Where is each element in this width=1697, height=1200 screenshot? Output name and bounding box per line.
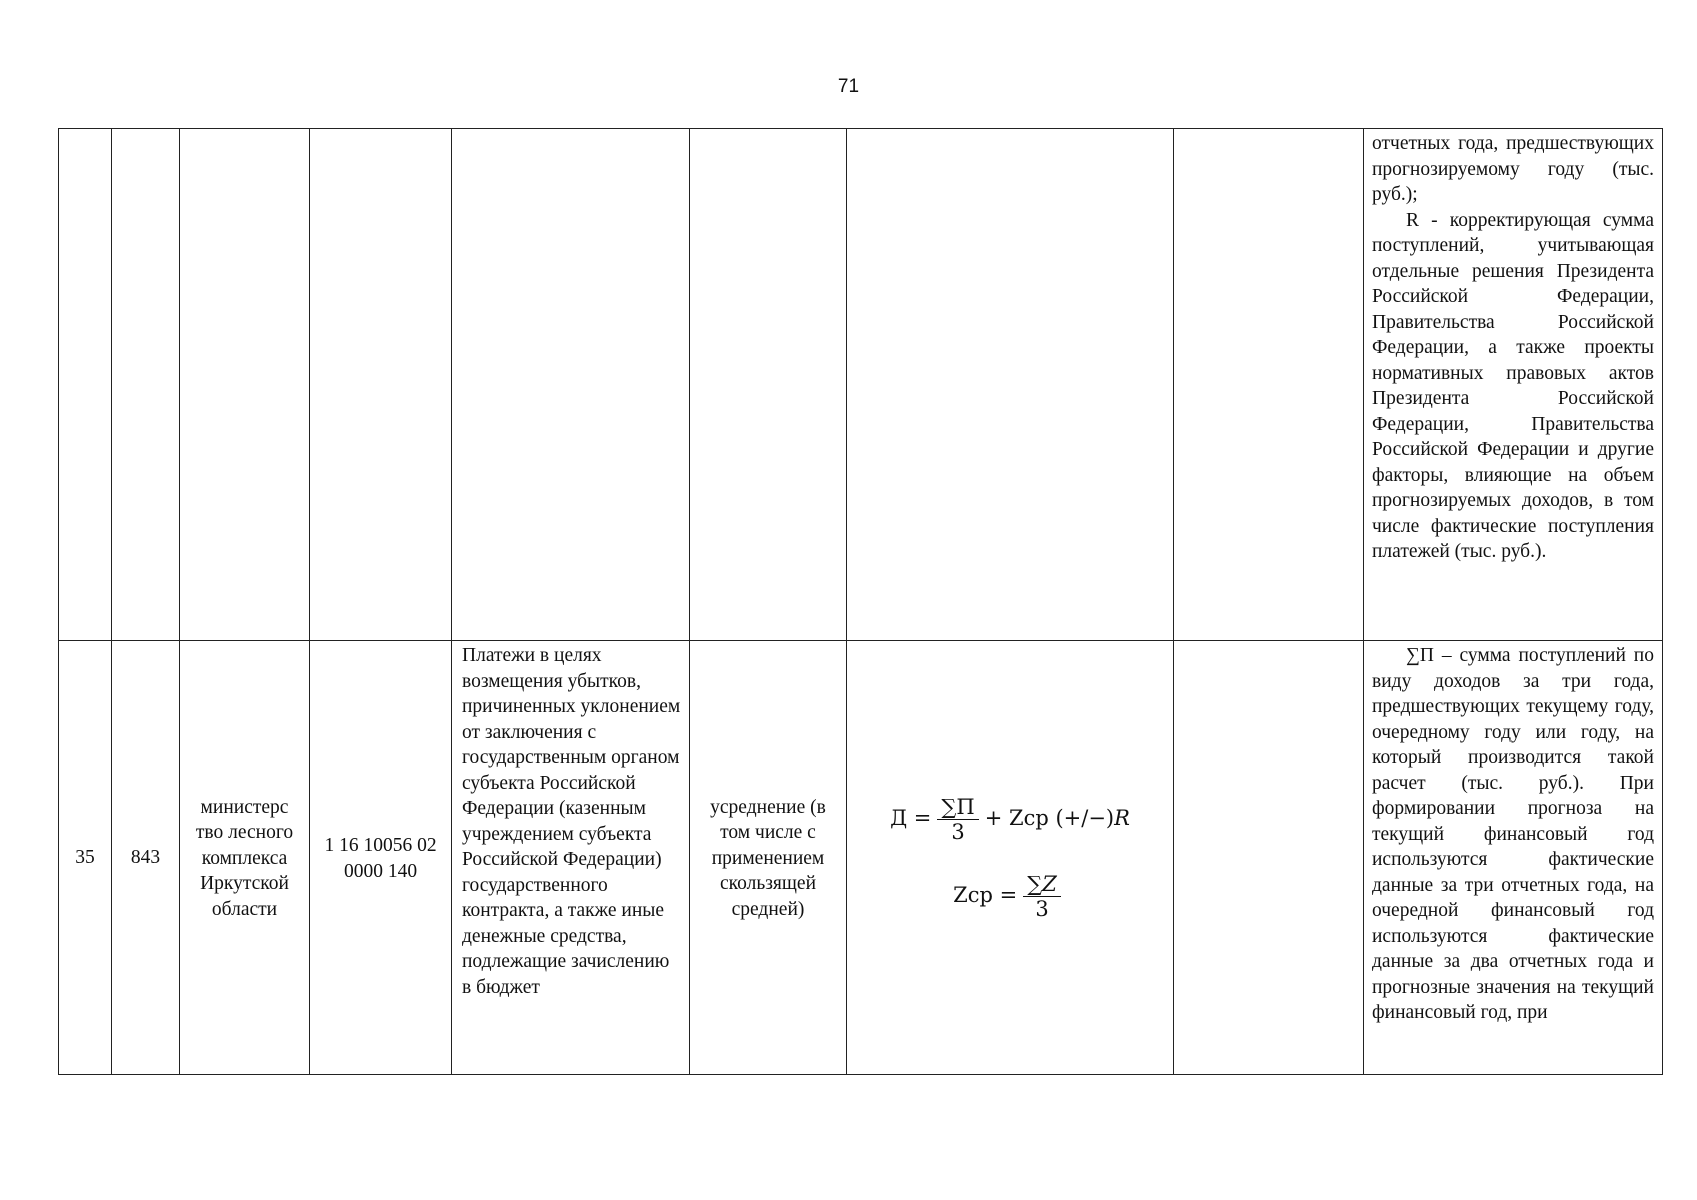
row-number: 35 [59,641,112,1075]
formula-lhs: Д = [890,806,932,831]
row-code: 843 [112,641,180,1075]
cell-extra-empty [1174,129,1364,641]
cell-code-empty [112,129,180,641]
formula-zsr [953,872,1067,921]
formula-fraction [937,795,978,844]
cell-formula-empty [847,129,1174,641]
formula-income [890,795,1130,844]
page-number: 71 [837,76,860,97]
income-forecast-table [58,128,1663,1075]
description-paragraph: отчетных года, предшествующих прогнозируемому году (тыс. руб.); [1372,133,1654,205]
cell-number-empty [59,129,112,641]
formula-rest: + Zср (+/−) [984,806,1115,831]
cell-description-continued [1364,129,1663,641]
table-row [59,641,1663,1075]
row-administrator [180,641,310,1075]
row-method [690,641,847,1075]
fraction-numerator: ∑П [937,795,978,820]
continuation-row [59,129,1663,641]
kbk-text: 1 16 10056 02 0000 140 [324,835,437,882]
row-income-name [452,641,690,1075]
fraction-numerator: ∑Z [1023,872,1061,897]
fraction-denominator: 3 [951,819,965,844]
description-text: ∑П – сумма поступлений по виду доходов за три года, предшествующих текущему году, очередному году или году, на который производится такой расчет (тыс. руб.). При формировании прогноза на текущий финансовый год используются фактические данные за три отчетных года, на очередной финансовый год используются фактические данные за два отчетных года и прогнозные значения на текущий финансовый год, при [1372,645,1654,1023]
cell-administrator-empty [180,129,310,641]
cell-method-empty [690,129,847,641]
fraction-denominator: 3 [1035,896,1049,921]
formula-fraction [1023,872,1061,921]
income-name-text: Платежи в целях возмещения убытков, причиненных уклонением от заключения с государственным органом субъекта Российской Федерации (казенным учреждением субъекта Российской Федерации) государственного контракта, а также иные денежные средства, подлежащие зачислению в бюджет [462,645,681,998]
administrator-text: министерс тво лесного комплекса Иркутской области [195,796,294,920]
formula-lhs: Zср = [953,883,1018,908]
description-paragraph: R - корректирующая сумма поступлений, учитывающая отдельные решения Президента Российской Федерации, Правительства Российской Федерации, а также проекты нормативных правовых актов Президента Российской Федерации, Правительства Российской Федерации и другие факторы, влияющие на объем прогнозируемых доходов, в том числе фактические поступления платежей (тыс. руб.). [1372,209,1654,562]
row-extra-empty [1174,641,1364,1075]
row-description [1364,641,1663,1075]
row-formula [847,641,1174,1075]
formula-r-term: R [1114,806,1130,831]
cell-income-name-empty [452,129,690,641]
row-kbk [310,641,452,1075]
cell-kbk-empty [310,129,452,641]
method-text: усреднение (в том числе с применением скользящей средней) [710,796,826,920]
